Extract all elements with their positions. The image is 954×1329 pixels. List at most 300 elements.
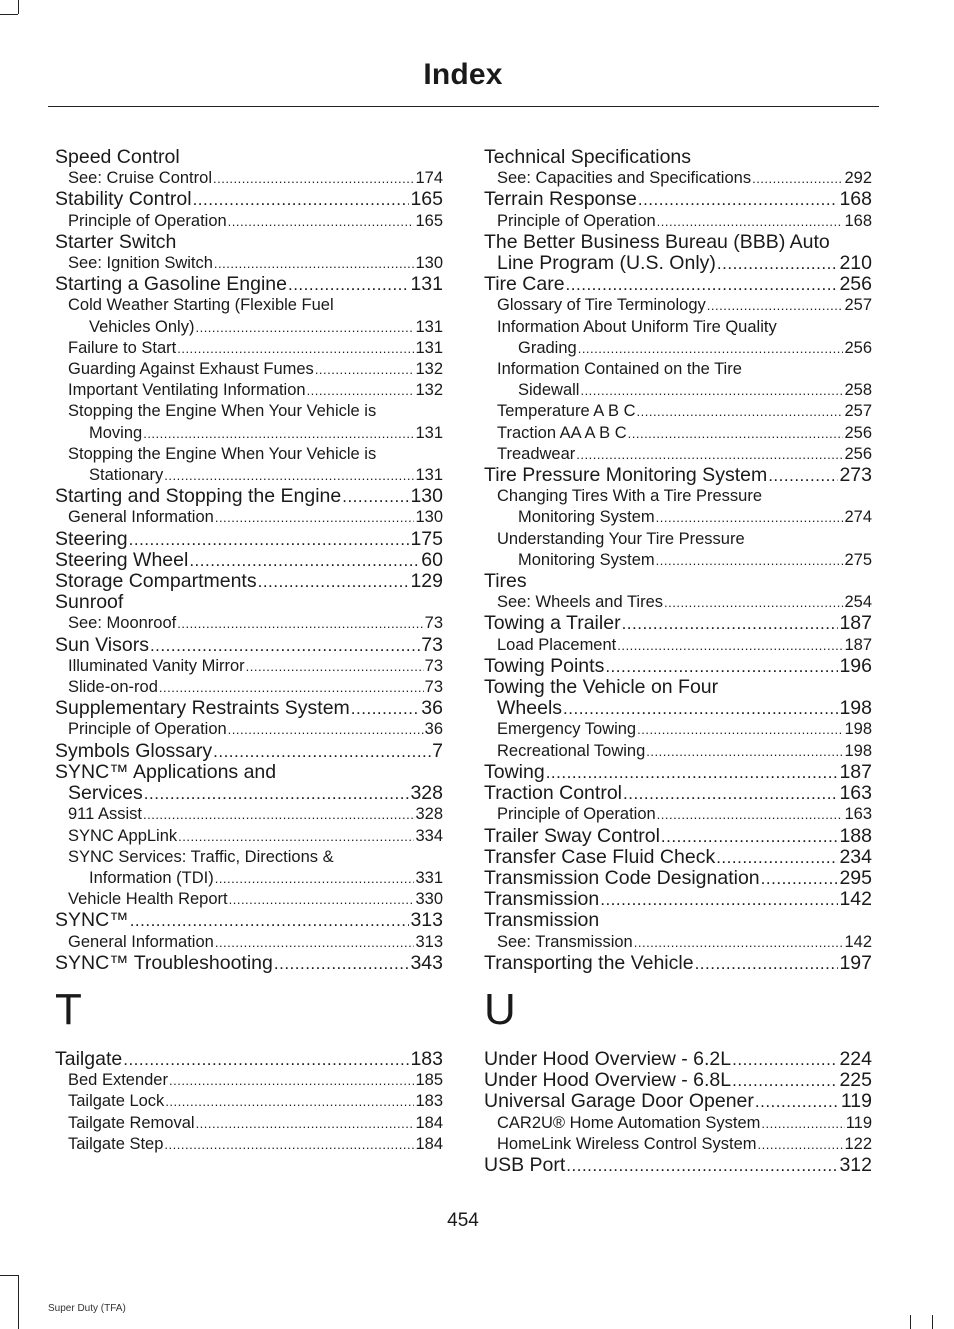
index-entry bbox=[484, 253, 872, 274]
entry-page-number: 175 bbox=[410, 528, 443, 550]
index-entry bbox=[484, 1091, 872, 1112]
entry-page-number: 343 bbox=[410, 952, 443, 974]
dot-leader bbox=[716, 847, 838, 868]
index-subentry bbox=[55, 444, 443, 465]
index-subentry bbox=[484, 423, 872, 444]
entry-text: Tire Pressure Monitoring System bbox=[484, 465, 768, 487]
entry-page-number: 313 bbox=[415, 932, 443, 951]
index-subentry bbox=[55, 1091, 443, 1112]
entry-page-number: 224 bbox=[839, 1048, 872, 1070]
entry-text: Storage Compartments bbox=[55, 571, 257, 593]
entry-text: Illuminated Vanity Mirror bbox=[68, 656, 245, 675]
entry-page-number: 119 bbox=[840, 1091, 872, 1113]
index-entry bbox=[484, 826, 872, 847]
entry-text: Recreational Towing bbox=[497, 741, 646, 760]
entry-page-number: 131 bbox=[415, 423, 443, 442]
entry-text: Slide-on-rod bbox=[68, 678, 158, 697]
index-entry bbox=[484, 677, 872, 698]
index-subentry bbox=[55, 613, 443, 634]
index-entry bbox=[484, 847, 872, 868]
entry-page-number: 165 bbox=[415, 211, 443, 230]
entry-text: Treadwear bbox=[497, 444, 576, 463]
entry-page-number: 122 bbox=[844, 1134, 872, 1153]
entry-text: Emergency Towing bbox=[497, 720, 637, 739]
dot-leader bbox=[638, 189, 839, 210]
index-subentry bbox=[55, 804, 443, 825]
index-subentry bbox=[55, 295, 443, 316]
entry-text: General Information bbox=[68, 932, 214, 951]
entry-page-number: 312 bbox=[839, 1154, 872, 1176]
entry-page-number: 256 bbox=[839, 274, 872, 296]
entry-page-number: 36 bbox=[421, 698, 443, 720]
dot-leader bbox=[196, 1113, 415, 1134]
entry-page-number: 132 bbox=[415, 360, 443, 379]
dot-leader bbox=[288, 274, 409, 295]
crop-mark-top-left bbox=[0, 14, 18, 15]
entry-text: Bed Extender bbox=[68, 1071, 168, 1090]
index-subentry bbox=[484, 507, 872, 528]
entry-text: Changing Tires With a Tire Pressure bbox=[497, 487, 763, 506]
index-entry bbox=[55, 486, 443, 507]
dot-leader bbox=[215, 507, 415, 528]
index-entry bbox=[484, 147, 872, 168]
entry-page-number: 198 bbox=[844, 741, 872, 760]
entry-page-number: 132 bbox=[415, 381, 443, 400]
index-subentry bbox=[55, 465, 443, 486]
index-subentry bbox=[55, 677, 443, 698]
dot-leader bbox=[637, 719, 843, 740]
entry-text: SYNC™ Applications and bbox=[55, 761, 277, 783]
entry-text: Symbols Glossary bbox=[55, 740, 213, 762]
dot-leader bbox=[732, 1049, 838, 1070]
entry-page-number: 142 bbox=[844, 932, 872, 951]
entry-page-number: 130 bbox=[415, 254, 443, 273]
entry-page-number: 274 bbox=[844, 508, 872, 527]
dot-leader bbox=[732, 1070, 838, 1091]
index-entry bbox=[484, 698, 872, 719]
dot-leader bbox=[229, 889, 415, 910]
section-letter-t: T bbox=[55, 984, 82, 1034]
entry-page-number: 256 bbox=[844, 423, 872, 442]
entry-text: Tires bbox=[484, 571, 527, 593]
dot-leader bbox=[159, 677, 424, 698]
entry-page-number: 254 bbox=[844, 593, 872, 612]
dot-leader bbox=[193, 189, 410, 210]
entry-text: Moving bbox=[89, 423, 143, 442]
index-subentry bbox=[484, 1113, 872, 1134]
index-column-right bbox=[484, 147, 872, 1176]
entry-text: Sunroof bbox=[55, 592, 124, 614]
dot-leader bbox=[752, 168, 843, 189]
entry-text: See: Wheels and Tires bbox=[497, 593, 663, 612]
index-entry bbox=[484, 910, 872, 931]
dot-leader bbox=[177, 613, 423, 634]
dot-leader bbox=[623, 783, 838, 804]
dot-leader bbox=[150, 635, 420, 656]
entry-text: Principle of Operation bbox=[497, 211, 656, 230]
dot-leader bbox=[578, 338, 844, 359]
dot-leader bbox=[758, 1134, 844, 1155]
entry-page-number: 225 bbox=[839, 1070, 872, 1092]
entry-text: Monitoring System bbox=[518, 508, 655, 527]
entry-page-number: 183 bbox=[415, 1092, 443, 1111]
index-subentry bbox=[484, 719, 872, 740]
entry-page-number: 131 bbox=[410, 274, 443, 296]
index-subentry bbox=[55, 847, 443, 868]
index-entry bbox=[484, 571, 872, 592]
entry-text: Transfer Case Fluid Check bbox=[484, 846, 716, 868]
index-entry bbox=[484, 274, 872, 295]
index-column-left bbox=[55, 147, 443, 1155]
entry-page-number: 165 bbox=[410, 189, 443, 211]
dot-leader bbox=[646, 741, 843, 762]
index-subentry bbox=[55, 1113, 443, 1134]
dot-leader bbox=[144, 783, 410, 804]
index-subentry bbox=[484, 635, 872, 656]
entry-text: Stopping the Engine When Your Vehicle is bbox=[68, 444, 377, 463]
index-entry bbox=[484, 889, 872, 910]
entry-text: Tire Care bbox=[484, 274, 565, 296]
entry-text: Stability Control bbox=[55, 189, 192, 211]
index-subentry bbox=[55, 868, 443, 889]
dot-leader bbox=[123, 1049, 409, 1070]
entry-page-number: 184 bbox=[415, 1113, 443, 1132]
entry-text: Supplementary Restraints System bbox=[55, 698, 350, 720]
entry-page-number: 163 bbox=[844, 805, 872, 824]
entry-text: Information About Uniform Tire Quality bbox=[497, 317, 777, 336]
entry-text: Services bbox=[68, 783, 143, 805]
entry-text: Wheels bbox=[497, 698, 563, 720]
dot-leader bbox=[214, 253, 415, 274]
dot-leader bbox=[656, 507, 844, 528]
entry-text: General Information bbox=[68, 508, 214, 527]
entries-left-s bbox=[55, 147, 443, 974]
entry-text: Important Ventilating Information bbox=[68, 381, 306, 400]
entry-page-number: 185 bbox=[415, 1071, 443, 1090]
entry-page-number: 168 bbox=[844, 211, 872, 230]
dot-leader bbox=[258, 571, 410, 592]
index-entry bbox=[484, 953, 872, 974]
dot-leader bbox=[342, 486, 409, 507]
index-subentry bbox=[484, 211, 872, 232]
index-entry bbox=[484, 783, 872, 804]
dot-leader bbox=[657, 804, 844, 825]
dot-leader bbox=[707, 295, 844, 316]
dot-leader bbox=[755, 1091, 840, 1112]
dot-leader bbox=[580, 380, 843, 401]
index-subentry bbox=[484, 338, 872, 359]
entry-text: Steering bbox=[55, 528, 128, 550]
page-number: 454 bbox=[447, 1210, 479, 1231]
dot-leader bbox=[246, 656, 424, 677]
dot-leader bbox=[576, 444, 843, 465]
index-subentry bbox=[55, 168, 443, 189]
entry-page-number: 36 bbox=[424, 720, 443, 739]
crop-mark-top-left-v bbox=[18, 0, 19, 14]
dot-leader bbox=[761, 1113, 844, 1134]
entry-page-number: 187 bbox=[839, 613, 872, 635]
entry-text: See: Ignition Switch bbox=[68, 254, 213, 273]
crop-mark-bottom-right-2 bbox=[932, 1315, 933, 1329]
entry-text: Guarding Against Exhaust Fumes bbox=[68, 360, 314, 379]
index-subentry bbox=[55, 932, 443, 953]
entry-page-number: 131 bbox=[415, 466, 443, 485]
dot-leader bbox=[129, 529, 410, 550]
entry-text: Traction Control bbox=[484, 783, 622, 805]
index-entry bbox=[55, 529, 443, 550]
entry-page-number: 328 bbox=[410, 783, 443, 805]
dot-leader bbox=[213, 168, 414, 189]
entry-page-number: 119 bbox=[845, 1113, 872, 1132]
index-subentry bbox=[55, 889, 443, 910]
dot-leader bbox=[566, 274, 839, 295]
dot-leader bbox=[768, 465, 838, 486]
dot-leader bbox=[215, 932, 415, 953]
index-subentry bbox=[484, 444, 872, 465]
entry-text: Towing Points bbox=[484, 655, 605, 677]
entry-page-number: 187 bbox=[839, 761, 872, 783]
entry-text: Transporting the Vehicle bbox=[484, 952, 694, 974]
dot-leader bbox=[546, 762, 839, 783]
dot-leader bbox=[351, 698, 421, 719]
dot-leader bbox=[215, 868, 415, 889]
index-entry bbox=[484, 656, 872, 677]
page-title: Index bbox=[423, 58, 503, 91]
entry-text: SYNC AppLink bbox=[68, 826, 178, 845]
index-entry bbox=[484, 762, 872, 783]
index-subentry bbox=[484, 804, 872, 825]
entry-text: Temperature A B C bbox=[497, 402, 636, 421]
index-entry bbox=[55, 698, 443, 719]
entry-text: Glossary of Tire Terminology bbox=[497, 296, 706, 315]
dot-leader bbox=[228, 211, 415, 232]
index-entry bbox=[484, 1049, 872, 1070]
entry-page-number: 188 bbox=[839, 825, 872, 847]
entry-text: Starting and Stopping the Engine bbox=[55, 486, 342, 508]
index-entry bbox=[55, 147, 443, 168]
index-subentry bbox=[484, 932, 872, 953]
dot-leader bbox=[169, 1070, 414, 1091]
entry-text: Traction AA A B C bbox=[497, 423, 627, 442]
entry-page-number: 73 bbox=[424, 614, 443, 633]
index-entry bbox=[55, 741, 443, 762]
index-subentry bbox=[484, 380, 872, 401]
entry-page-number: 130 bbox=[410, 486, 443, 508]
dot-leader bbox=[274, 953, 410, 974]
entry-text: See: Cruise Control bbox=[68, 169, 212, 188]
index-entry bbox=[484, 1070, 872, 1091]
dot-leader bbox=[628, 423, 844, 444]
crop-mark-bottom-left bbox=[0, 1275, 18, 1276]
entry-text: Information (TDI) bbox=[89, 868, 214, 887]
entry-text: USB Port bbox=[484, 1154, 566, 1176]
entry-text: Principle of Operation bbox=[68, 720, 227, 739]
entry-text: Towing a Trailer bbox=[484, 613, 621, 635]
dot-leader bbox=[189, 550, 420, 571]
entries-right-t bbox=[484, 147, 872, 974]
index-entry bbox=[55, 762, 443, 783]
entry-page-number: 7 bbox=[432, 740, 443, 762]
entry-page-number: 130 bbox=[415, 508, 443, 527]
entry-text: See: Transmission bbox=[497, 932, 633, 951]
entry-page-number: 334 bbox=[415, 826, 443, 845]
dot-leader bbox=[600, 889, 838, 910]
entry-text: Grading bbox=[518, 338, 577, 357]
footer-book-title: Super Duty (TFA) bbox=[48, 1303, 126, 1314]
entry-page-number: 210 bbox=[839, 253, 872, 275]
dot-leader bbox=[143, 804, 414, 825]
entry-page-number: 73 bbox=[421, 634, 443, 656]
entry-text: Towing the Vehicle on Four bbox=[484, 677, 719, 699]
entry-text: Tailgate Step bbox=[68, 1134, 164, 1153]
entry-page-number: 234 bbox=[839, 846, 872, 868]
dot-leader bbox=[617, 635, 843, 656]
entry-text: Under Hood Overview - 6.2L bbox=[484, 1048, 732, 1070]
entry-text: Speed Control bbox=[55, 147, 180, 168]
index-subentry bbox=[484, 1134, 872, 1155]
index-subentry bbox=[484, 550, 872, 571]
dot-leader bbox=[664, 592, 843, 613]
index-entry bbox=[55, 274, 443, 295]
entry-page-number: 184 bbox=[415, 1134, 443, 1153]
entry-text: HomeLink Wireless Control System bbox=[497, 1134, 757, 1153]
entry-text: See: Capacities and Specifications bbox=[497, 169, 752, 188]
index-entry bbox=[55, 571, 443, 592]
entry-page-number: 295 bbox=[839, 867, 872, 889]
entry-page-number: 197 bbox=[839, 952, 872, 974]
index-subentry bbox=[55, 359, 443, 380]
entry-text: Line Program (U.S. Only) bbox=[497, 253, 716, 275]
index-subentry bbox=[55, 423, 443, 444]
entry-text: Principle of Operation bbox=[497, 805, 656, 824]
index-subentry bbox=[484, 529, 872, 550]
dot-leader bbox=[164, 1134, 414, 1155]
entry-page-number: 257 bbox=[844, 296, 872, 315]
entry-page-number: 330 bbox=[415, 890, 443, 909]
entry-text: Towing bbox=[484, 761, 545, 783]
dot-leader bbox=[177, 338, 414, 359]
entry-page-number: 292 bbox=[844, 169, 872, 188]
dot-leader bbox=[143, 423, 414, 444]
entry-text: Starting a Gasoline Engine bbox=[55, 274, 287, 296]
entry-text: Transmission bbox=[484, 910, 600, 932]
index-subentry bbox=[484, 401, 872, 422]
entries-left-t bbox=[55, 1049, 443, 1155]
entry-page-number: 187 bbox=[844, 635, 872, 654]
entry-page-number: 131 bbox=[415, 338, 443, 357]
entry-text: Understanding Your Tire Pressure bbox=[497, 529, 745, 548]
entry-page-number: 131 bbox=[415, 317, 443, 336]
index-subentry bbox=[55, 317, 443, 338]
entry-text: Principle of Operation bbox=[68, 211, 227, 230]
entries-right-u bbox=[484, 1049, 872, 1176]
dot-leader bbox=[695, 953, 839, 974]
entry-text: Starter Switch bbox=[55, 231, 177, 253]
index-subentry bbox=[484, 741, 872, 762]
entry-text: Terrain Response bbox=[484, 189, 637, 211]
index-entry bbox=[55, 635, 443, 656]
dot-leader bbox=[566, 1155, 838, 1176]
entry-text: Sidewall bbox=[518, 381, 580, 400]
entry-page-number: 313 bbox=[410, 910, 443, 932]
entry-page-number: 142 bbox=[839, 889, 872, 911]
entry-text: Vehicles Only) bbox=[89, 317, 195, 336]
index-subentry bbox=[55, 719, 443, 740]
dot-leader bbox=[315, 359, 415, 380]
index-subentry bbox=[55, 1070, 443, 1091]
entry-text: Stationary bbox=[89, 466, 164, 485]
entry-page-number: 174 bbox=[415, 169, 443, 188]
index-entry bbox=[55, 953, 443, 974]
entry-text: Transmission Code Designation bbox=[484, 867, 760, 889]
entry-page-number: 196 bbox=[839, 655, 872, 677]
dot-leader bbox=[637, 401, 844, 422]
entry-page-number: 73 bbox=[424, 678, 443, 697]
entry-page-number: 183 bbox=[410, 1048, 443, 1070]
index-entry bbox=[484, 189, 872, 210]
index-subentry bbox=[55, 1134, 443, 1155]
entry-text: Tailgate Removal bbox=[68, 1113, 195, 1132]
dot-leader bbox=[717, 253, 839, 274]
index-subentry bbox=[484, 295, 872, 316]
entry-text: Tailgate bbox=[55, 1048, 123, 1070]
entry-text: Sun Visors bbox=[55, 634, 149, 656]
dot-leader bbox=[661, 826, 839, 847]
index-subentry bbox=[55, 401, 443, 422]
entry-text: CAR2U® Home Automation System bbox=[497, 1113, 761, 1132]
entry-page-number: 257 bbox=[844, 402, 872, 421]
index-subentry bbox=[484, 359, 872, 380]
index-subentry bbox=[55, 826, 443, 847]
crop-mark-bottom-left-v bbox=[18, 1275, 19, 1329]
entry-text: Steering Wheel bbox=[55, 549, 189, 571]
entry-text: Information Contained on the Tire bbox=[497, 360, 742, 379]
entry-text: SYNC™ Troubleshooting bbox=[55, 952, 273, 974]
entry-page-number: 256 bbox=[844, 444, 872, 463]
entry-text: 911 Assist bbox=[68, 805, 142, 824]
index-entry bbox=[55, 550, 443, 571]
entry-text: The Better Business Bureau (BBB) Auto bbox=[484, 231, 830, 253]
entry-page-number: 198 bbox=[844, 720, 872, 739]
entry-text: Trailer Sway Control bbox=[484, 825, 660, 847]
index-entry bbox=[484, 465, 872, 486]
index-subentry bbox=[55, 380, 443, 401]
index-subentry bbox=[484, 168, 872, 189]
dot-leader bbox=[178, 826, 414, 847]
entry-text: SYNC™ bbox=[55, 910, 129, 932]
entry-text: Transmission bbox=[484, 889, 600, 911]
index-subentry bbox=[55, 656, 443, 677]
index-subentry bbox=[55, 507, 443, 528]
index-entry bbox=[484, 232, 872, 253]
index-subentry bbox=[484, 592, 872, 613]
entry-text: Stopping the Engine When Your Vehicle is bbox=[68, 402, 377, 421]
index-subentry bbox=[484, 317, 872, 338]
title-divider bbox=[48, 106, 879, 107]
entry-page-number: 168 bbox=[839, 189, 872, 211]
entry-page-number: 331 bbox=[415, 868, 443, 887]
entry-page-number: 60 bbox=[421, 549, 443, 571]
dot-leader bbox=[195, 317, 414, 338]
dot-leader bbox=[656, 550, 844, 571]
dot-leader bbox=[213, 741, 431, 762]
entry-text: Under Hood Overview - 6.8L bbox=[484, 1070, 732, 1092]
index-subentry bbox=[484, 486, 872, 507]
index-subentry bbox=[55, 211, 443, 232]
index-entry bbox=[55, 1049, 443, 1070]
dot-leader bbox=[634, 932, 844, 953]
entry-text: Monitoring System bbox=[518, 550, 655, 569]
